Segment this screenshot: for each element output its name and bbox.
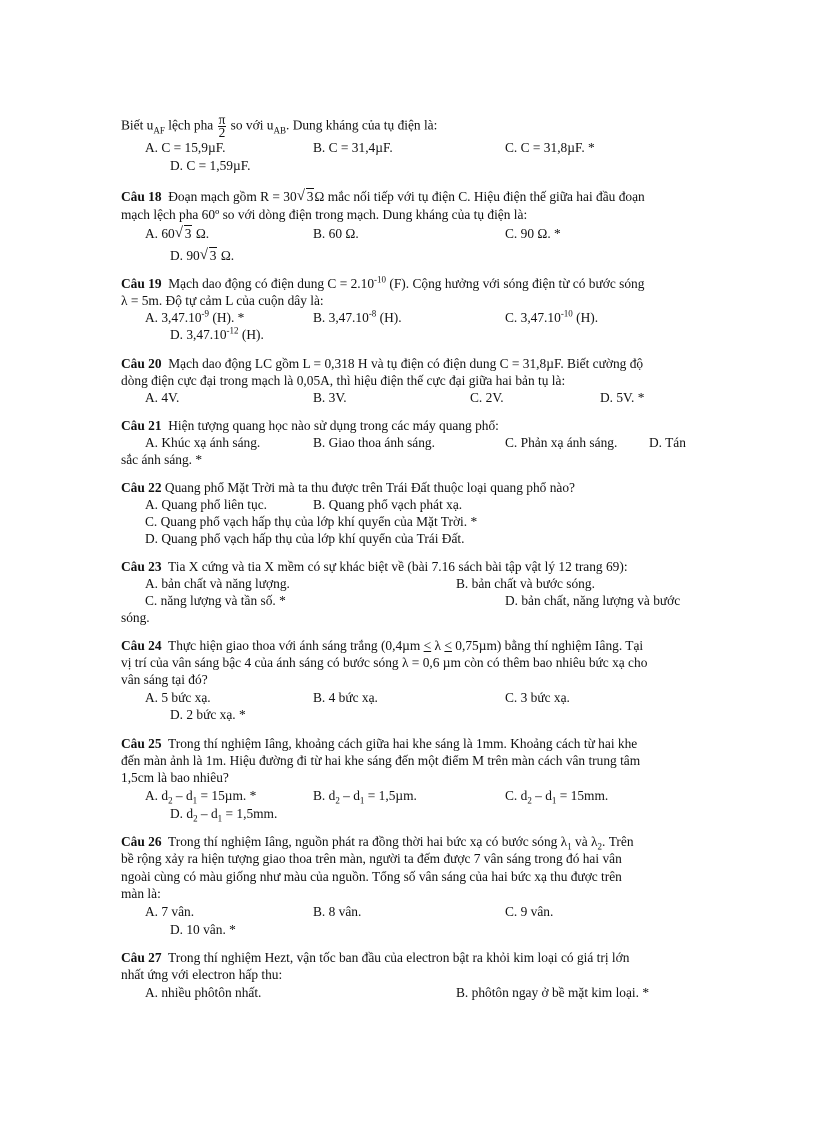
q27-option-b: B. phôtôn ngay ở bề mặt kim loại. * [456, 985, 650, 1000]
q22-option-b: B. Quang phổ vạch phát xạ. [313, 497, 463, 512]
q23-option-c: C. năng lượng và tần số. * [145, 593, 286, 608]
q18-label: Câu 18 [121, 189, 162, 204]
q26-line-1: Câu 26 Trong thí nghiệm Iâng, nguồn phát ra đồng thời hai bức xạ có bước sóng $\lambda_1$ và $\lambda_2$. Trên [121, 834, 634, 852]
q19-option-a: A. $3,47.10^{-9}$ (H). * [145, 308, 245, 325]
q21-option-c: C. Phản xạ ánh sáng. [505, 435, 618, 450]
q18-option-b: B. 60 Ω. [313, 226, 359, 241]
q20-option-d: D. 5V. * [600, 390, 645, 405]
q19-option-b: B. $3,47.10^{-8}$ (H). [313, 308, 402, 325]
q25-option-d: D. $d_2 - d_1 = 1,5mm$. [170, 806, 278, 824]
q25-option-a: A. $d_2 - d_1 = 15\mu m$. * [145, 788, 257, 806]
q20-label: Câu 20 [121, 356, 162, 371]
q20-option-c: C. 2V. [470, 390, 504, 405]
q18-option-d: D. 90√ 3 Ω. [170, 248, 234, 264]
q22-line-1: Câu 22 Quang phổ Mặt Trời mà ta thu được trên Trái Đất thuộc loại quang phổ nào? [121, 480, 575, 495]
q23-option-d-continued: sóng. [121, 610, 150, 625]
q18-option-a: A. 60√ 3 Ω. [145, 226, 209, 242]
q19-line-2: λ = 5m. Độ tự cảm L của cuộn dây là: [121, 293, 324, 308]
q27-label: Câu 27 [121, 950, 162, 965]
q21-option-a: A. Khúc xạ ánh sáng. [145, 435, 261, 450]
q24-line-3: vân sáng tại đó? [121, 672, 208, 687]
q26-option-b: B. 8 vân. [313, 904, 362, 919]
q19-line-1: Câu 19 Mạch dao động có điện dung $C = 2.10^{-10}$ (F). Cộng hưởng với sóng điện từ có bước sóng [121, 274, 645, 291]
q25-option-c: C. $d_2 - d_1 = 15mm$. [505, 788, 609, 806]
q17-option-c: C. C = 31,8µF. * [505, 140, 595, 155]
q26-option-c: C. 9 vân. [505, 904, 554, 919]
q22-option-a: A. Quang phổ liên tục. [145, 497, 267, 512]
q21-line-1: Câu 21 Hiện tượng quang học nào sử dụng trong các máy quang phổ: [121, 418, 499, 433]
q24-option-d: D. 2 bức xạ. * [170, 707, 246, 722]
q20-option-b: B. 3V. [313, 390, 347, 405]
q20-option-a: A. 4V. [145, 390, 180, 405]
q23-label: Câu 23 [121, 559, 162, 574]
q26-line-3: ngoài cùng có màu giống như màu của nguồn. Tổng số vân sáng của hai bức xạ thu được trên [121, 869, 622, 884]
q23-line-1: Câu 23 Tia X cứng và tia X mềm có sự khác biệt về (bài 7.16 sách bài tập vật lý 12 trang 69): [121, 559, 628, 574]
q21-option-b: B. Giao thoa ánh sáng. [313, 435, 435, 450]
q26-label: Câu 26 [121, 834, 162, 849]
q25-line-3: 1,5cm là bao nhiêu? [121, 770, 229, 785]
fraction-pi-over-2: $\frac{\pi}{2}$ [218, 112, 226, 140]
q17-option-a: A. C = 15,9µF. [145, 140, 226, 155]
q19-option-c: C. $3,47.10^{-10}$ (H). [505, 308, 599, 325]
q26-line-2: bề rộng xảy ra hiện tượng giao thoa trên màn, người ta đếm được 7 vân sáng trong đó hai vân [121, 851, 622, 866]
q26-option-d: D. 10 vân. * [170, 922, 236, 937]
q21-option-d-continued: sắc ánh sáng. * [121, 452, 203, 467]
q27-option-a: A. nhiều phôtôn nhất. [145, 985, 262, 1000]
q19-label: Câu 19 [121, 276, 162, 291]
q27-line-2: nhất ứng với electron hấp thu: [121, 967, 283, 982]
q22-option-d: D. Quang phổ vạch hấp thụ của lớp khí quyển của Trái Đất. [145, 531, 465, 546]
q24-option-a: A. 5 bức xạ. [145, 690, 211, 705]
q24-line-1: Câu 24 Thực hiện giao thoa với ánh sáng trắng (0,4µm < λ < 0,75µm) bằng thí nghiệm Iâng. Tại [121, 638, 644, 653]
q17-option-d: D. C = 1,59µF. [170, 158, 251, 173]
q21-label: Câu 21 [121, 418, 162, 433]
q20-line-1: Câu 20 Mạch dao động LC gồm L = 0,318 H và tụ điện có điện dung C = 31,8µF. Biết cường độ [121, 356, 644, 371]
q25-label: Câu 25 [121, 736, 162, 751]
q27-line-1: Câu 27 Trong thí nghiệm Hezt, vận tốc ban đầu của electron bật ra khỏi kim loại có giá trị lớn [121, 950, 630, 965]
q25-line-1: Câu 25 Trong thí nghiệm Iâng, khoảng cách giữa hai khe sáng là 1mm. Khoảng cách từ hai khe [121, 736, 638, 751]
q25-option-b: B. $d_2 - d_1 = 1,5\mu m$. [313, 788, 417, 806]
q22-label: Câu 22 [121, 480, 162, 495]
q25-line-2: đến màn ảnh là 1m. Hiệu đường đi từ hai khe sáng đến một điểm M trên màn cách vân trung tâm [121, 753, 641, 768]
q17-option-b: B. C = 31,4µF. [313, 140, 393, 155]
q21-option-d: D. Tán [649, 435, 686, 450]
q18-line-2: mạch lệch pha 60º so với dòng điện trong mạch. Dung kháng của tụ điện là: [121, 207, 528, 222]
q17-stem: Biết $u_{AF}$ lệch pha $\frac{\pi}{2}$ so với $u_{AB}$. Dung kháng của tụ điện là: [121, 112, 438, 140]
q23-option-a: A. bản chất và năng lượng. [145, 576, 290, 591]
q24-label: Câu 24 [121, 638, 162, 653]
q26-option-a: A. 7 vân. [145, 904, 195, 919]
q26-line-4: màn là: [121, 886, 161, 901]
q18-line-1: Câu 18 Đoạn mạch gồm R = 30√ 3Ω mắc nối tiếp với tụ điện C. Hiệu điện thế giữa hai đầu đoạn [121, 189, 645, 205]
q24-option-c: C. 3 bức xạ. [505, 690, 570, 705]
q24-line-2: vị trí của vân sáng bậc 4 của ánh sáng có bước sóng λ = 0,6 µm còn có thêm bao nhiêu bức xạ cho [121, 655, 648, 670]
q19-option-d: D. $3,47.10^{-12}$ (H). [170, 325, 264, 342]
q24-option-b: B. 4 bức xạ. [313, 690, 378, 705]
q22-option-c: C. Quang phổ vạch hấp thụ của lớp khí quyển của Mặt Trời. * [145, 514, 478, 529]
q20-line-2: dòng điện cực đại trong mạch là 0,05A, thì hiệu điện thế cực đại giữa hai bản tụ là: [121, 373, 566, 388]
q23-option-d: D. bản chất, năng lượng và bước [505, 593, 681, 608]
q23-option-b: B. bản chất và bước sóng. [456, 576, 595, 591]
q18-option-c: C. 90 Ω. * [505, 226, 561, 241]
